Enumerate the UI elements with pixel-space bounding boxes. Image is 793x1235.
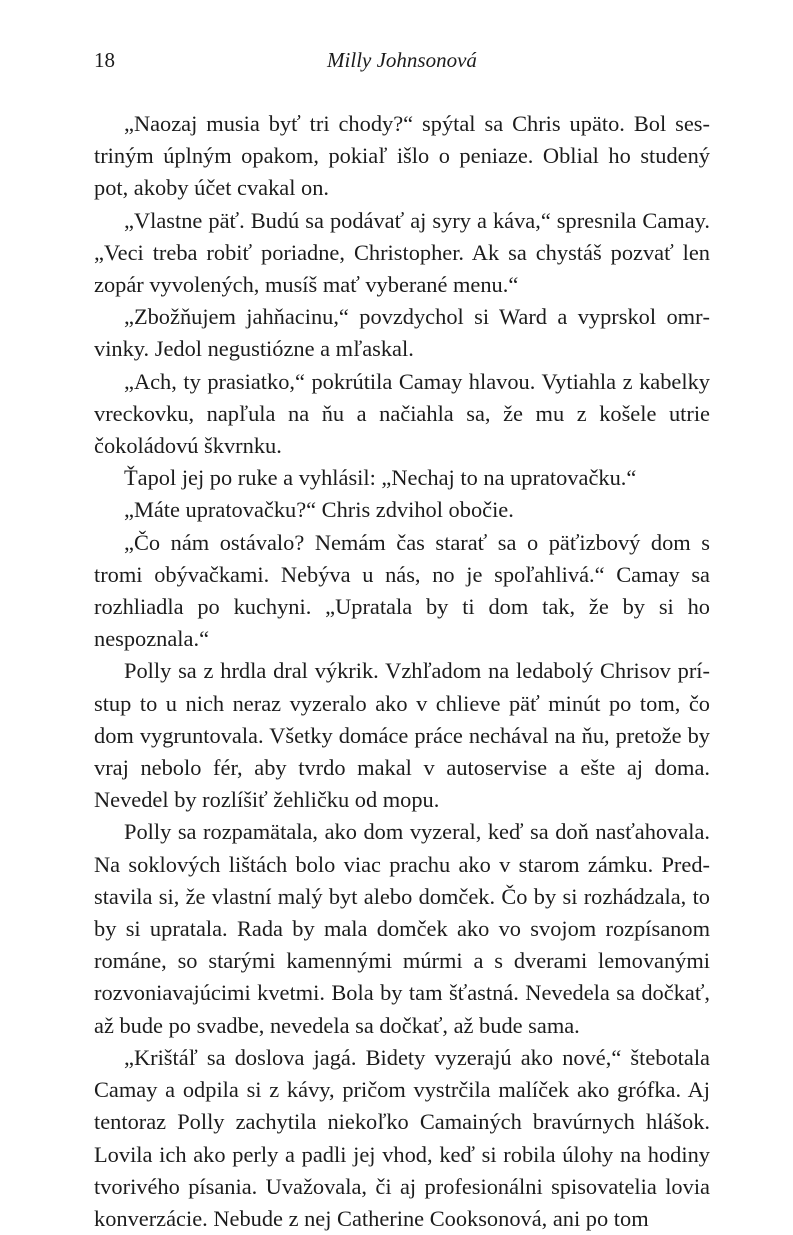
page-number: 18 [94, 48, 115, 72]
paragraph: „Čo nám ostávalo? Nemám čas starať sa o päťizbový dom s tromi obývačkami. Nebýva u nás, no je spoľahlivá.“ Camay sa rozhliadla po kuchyni. „Upratala by ti dom tak, že by si ho nespoznala.“ [94, 529, 710, 652]
body-text [94, 108, 710, 1235]
paragraph: „Naozaj musia byť tri chody?“ spýtal sa Chris upäto. Bol sestriným úplným opakom, pokiaľ išlo o peniaze. Oblial ho studený pot, akoby účet cvakal on. [94, 111, 710, 201]
paragraph: „Vlastne päť. Budú sa podávať aj syry a káva,“ spresnila Camay. „Veci treba robiť poriadne, Christopher. Ak sa chystáš pozvať len zopár vyvolených, musíš mať vyberané menu.“ [94, 207, 710, 298]
paragraph: „Máte upratovačku?“ Chris zdvihol obočie. [124, 497, 514, 523]
running-head: Milly Johnsonová [327, 48, 477, 72]
page-header [94, 44, 710, 84]
paragraph: Polly sa rozpamätala, ako dom vyzeral, keď sa doň nasťahovala. Na soklových lištách bolo viac prachu ako v starom zámku. Predstavila si, že vlastní malý byt alebo domček. Čo by si rozhádzala, to by si upratala. Rada by mala domček ako vo svojom rozpísanom románe, so starými kamennými múrmi a s dverami lemovanými rozvoniavajúcimi kvetmi. Bola by tam šťastná. Nevedela sa dočkať, až bude po svadbe, nevedela sa dočkať, až bude sama. [94, 819, 710, 1038]
paragraph: Ťapol jej po ruke a vyhlásil: „Nechaj to na upratovačku.“ [124, 465, 637, 491]
paragraph: „Krištáľ sa doslova jagá. Bidety vyzerajú ako nové,“ štebotala Camay a odpila si z kávy, pričom vystrčila malíček ako grófka. Aj tentoraz Polly zachytila niekoľko Camainých bravúrnych hlášok. Lovila ich ako perly a padli jej vhod, keď si robila úlohy na hodiny tvorivého písania. Uvažovala, či aj profesionálni spisovatelia lovia konverzácie. Nebude z nej Catherine Cooksonová, ani po tom [94, 1044, 710, 1231]
paragraph: Polly sa z hrdla dral výkrik. Vzhľadom na ledabolý Chrisov prístup to u nich neraz vyzeralo ako v chlieve päť minút po tom, čo dom vygruntovala. Všetky domáce práce nechával na ňu, pretože by vraj nebolo fér, aby tvrdo makal v autoservise a ešte aj doma. Nevedel by rozlíšiť žehličku od mopu. [94, 658, 710, 813]
book-page [94, 44, 710, 1235]
paragraph: „Zbožňujem jahňacinu,“ povzdychol si Ward a vyprskol omrvinky. Jedol negustiózne a mľaskal. [94, 304, 710, 362]
paragraph: „Ach, ty prasiatko,“ pokrútila Camay hlavou. Vytiahla z kabelky vreckovku, napľula na ňu a načiahla sa, že mu z košele utrie čokoládovú škvrnku. [94, 368, 710, 459]
